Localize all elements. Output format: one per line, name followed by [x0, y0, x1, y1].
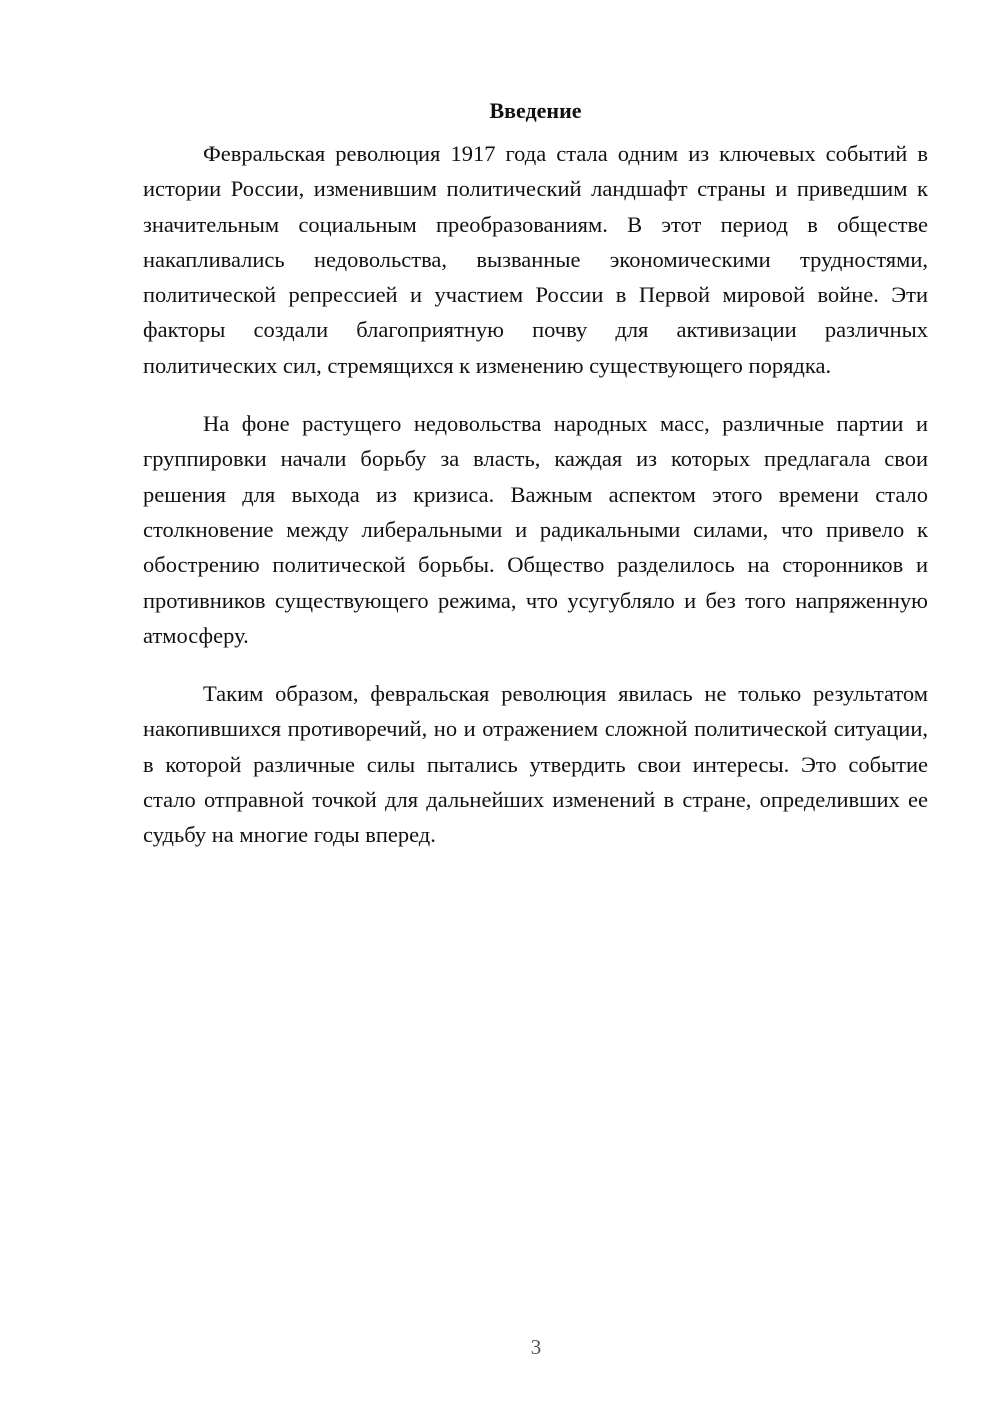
paragraph-3: Таким образом, февральская революция явилась не только результатом накопившихся противоречий, но и отражением сложной политической ситуации, в которой различные силы пытались утвердить свои интересы. Это событие стало отправной точкой для дальнейших изменений в стране, определивших ее судьбу на многие годы вперед.: [143, 681, 928, 848]
page-content: [143, 96, 928, 876]
paragraph-2: На фоне растущего недовольства народных масс, различные партии и группировки начали борьбу за власть, каждая из которых предлагала свои решения для выхода из кризиса. Важным аспектом этого времени стало столкновение между либеральными и радикальными силами, что привело к обострению политической борьбы. Общество разделилось на сторонников и противников существующего режима, что усугубляло и без того напряженную атмосферу.: [143, 411, 928, 648]
section-title: Введение: [489, 98, 582, 123]
paragraph-1: Февральская революция 1917 года стала одним из ключевых событий в истории России, изменившим политический ландшафт страны и приведшим к значительным социальным преобразованиям. В этот период в обществе накапливались недовольства, вызванные экономическими трудностями, политической репрессией и участием России в Первой мировой войне. Эти факторы создали благоприятную почву для активизации различных политических сил, стремящихся к изменению существующего порядка.: [143, 141, 928, 378]
page-number: 3: [530, 1335, 542, 1359]
